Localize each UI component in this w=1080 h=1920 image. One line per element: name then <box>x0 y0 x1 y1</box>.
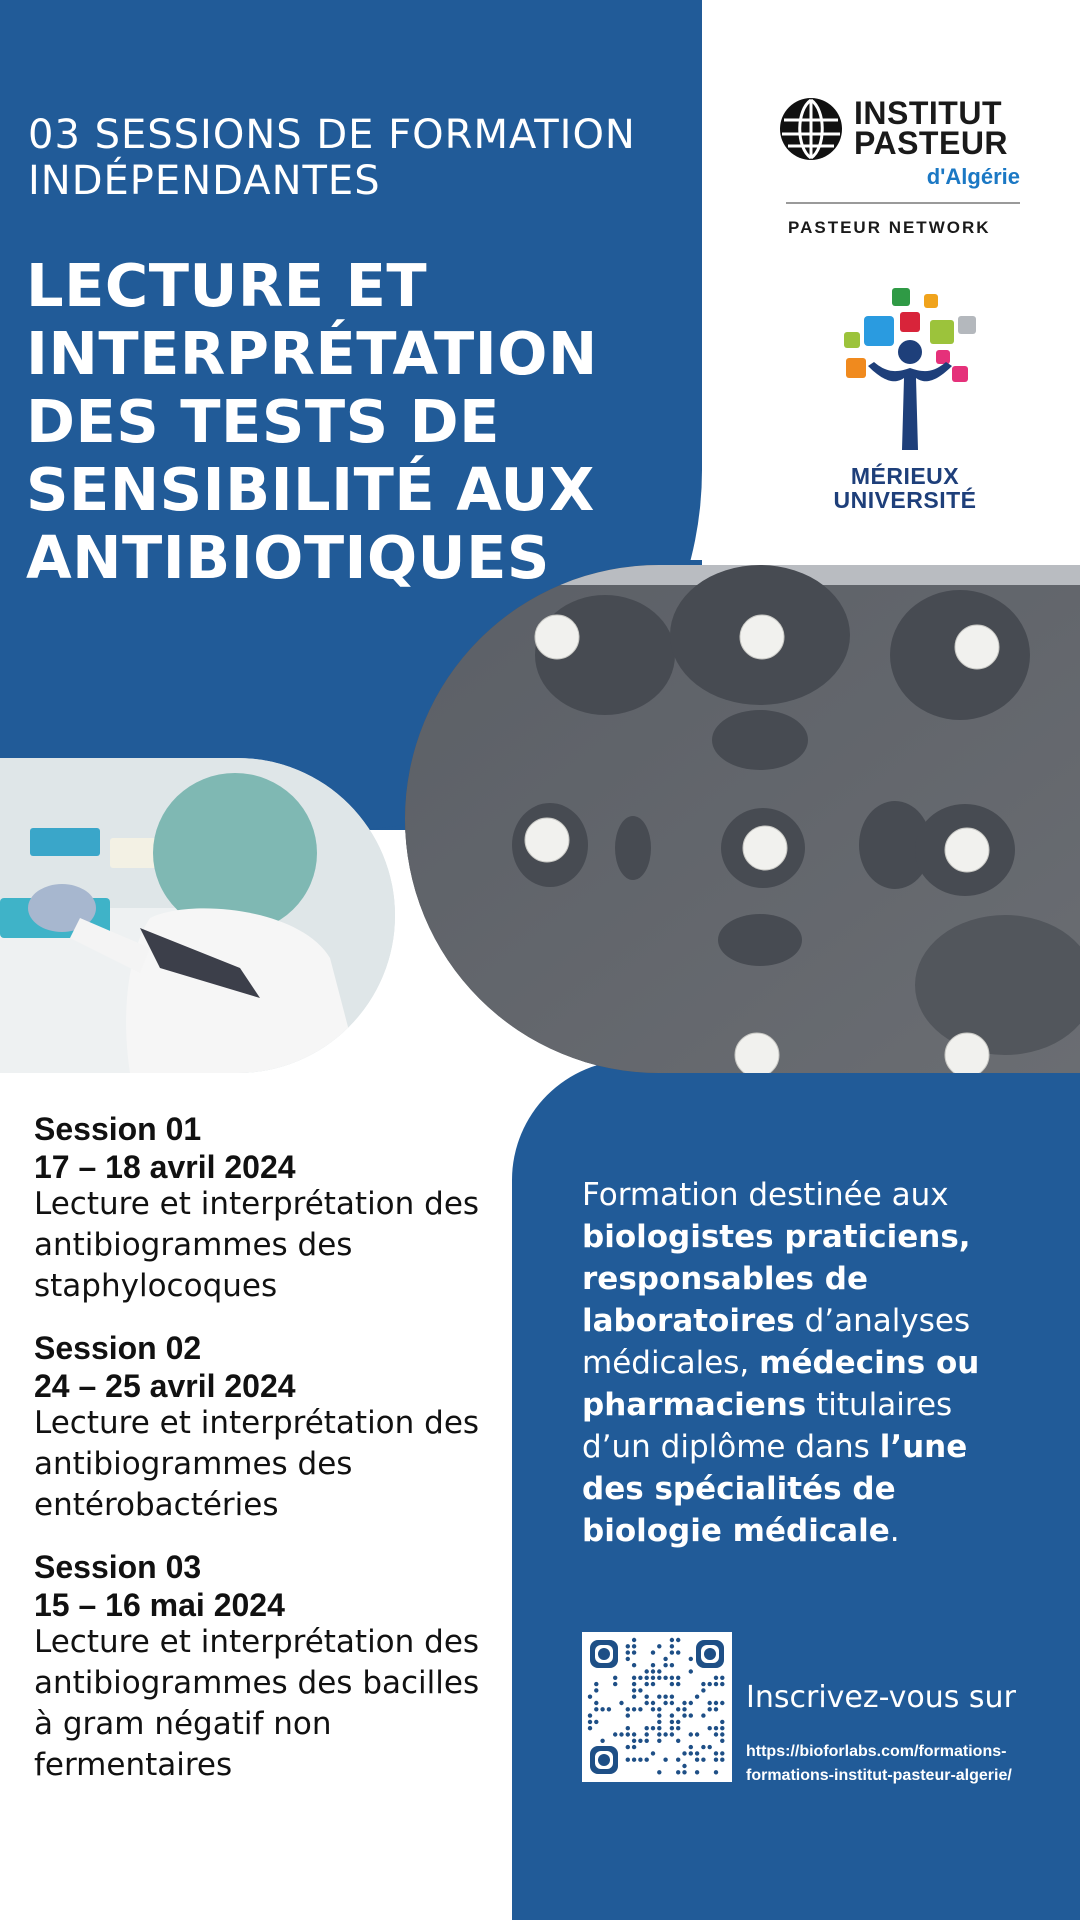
merieux-line2: UNIVERSITÉ <box>833 487 977 513</box>
divider <box>786 202 1020 204</box>
session-item <box>34 1110 504 1307</box>
lab-technician-image <box>0 758 395 1073</box>
audience-highlight: médecins ou pharmaciens <box>582 1345 980 1423</box>
subtitle: 03 SESSIONS DE FORMATION INDÉPENDANTES <box>28 112 636 204</box>
register-url-line1[interactable]: https://bioforlabs.com/formations- <box>746 1743 1007 1760</box>
session-description: Lecture et interprétation des antibiogrammes des bacilles à gram négatif non fermentaires <box>34 1624 480 1783</box>
page-title: LECTURE ET INTERPRÉTATION DES TESTS DE SENSIBILITÉ AUX ANTIBIOTIQUES <box>26 251 598 592</box>
globe-icon <box>778 96 844 162</box>
audience-highlight: biologistes praticiens, responsables de laboratoires <box>582 1219 971 1339</box>
session-description: Lecture et interprétation des antibiogrammes des entérobactéries <box>34 1405 480 1523</box>
audience-text: d’analyses médicales, <box>582 1303 971 1381</box>
register-url[interactable] <box>746 1740 1066 1788</box>
pasteur-country: d'Algérie <box>926 164 1020 189</box>
session-item <box>34 1548 504 1786</box>
session-item <box>34 1329 504 1526</box>
session-date: 17 – 18 avril 2024 <box>34 1149 296 1185</box>
pasteur-network: PASTEUR NETWORK <box>788 218 991 237</box>
register-url-line2[interactable]: formations-institut-pasteur-algerie/ <box>746 1767 1012 1784</box>
pasteur-name <box>854 95 1009 161</box>
pasteur-line2: PASTEUR <box>854 125 1009 161</box>
session-title: Session 01 <box>34 1111 202 1147</box>
merieux-universite-logo <box>800 282 1010 522</box>
audience-text: titulaires d’un diplôme dans <box>582 1387 953 1465</box>
merieux-line1: MÉRIEUX <box>850 463 960 489</box>
lab-technician-photo <box>0 758 395 1073</box>
session-date: 15 – 16 mai 2024 <box>34 1587 285 1623</box>
qr-code-icon <box>582 1632 732 1782</box>
audience-text: . <box>889 1513 900 1549</box>
petri-dish-photo <box>405 565 1080 1073</box>
session-description: Lecture et interprétation des antibiogrammes des staphylocoques <box>34 1186 480 1304</box>
pasteur-line1: INSTITUT <box>854 95 1002 131</box>
merieux-figure-icon <box>842 282 978 452</box>
merieux-name <box>800 464 1010 512</box>
register-label: Inscrivez-vous sur <box>746 1680 1016 1715</box>
audience-highlight: l’une des spécialités de biologie médicale <box>582 1429 968 1549</box>
institut-pasteur-logo <box>778 92 1028 242</box>
audience-paragraph <box>582 1174 1022 1552</box>
session-title: Session 03 <box>34 1549 202 1585</box>
audience-text: Formation destinée aux <box>582 1177 949 1213</box>
session-date: 24 – 25 avril 2024 <box>34 1368 296 1404</box>
qr-code[interactable] <box>582 1632 732 1782</box>
session-title: Session 02 <box>34 1330 202 1366</box>
petri-dish-image <box>405 565 1080 1073</box>
sessions-list <box>34 1110 504 1808</box>
